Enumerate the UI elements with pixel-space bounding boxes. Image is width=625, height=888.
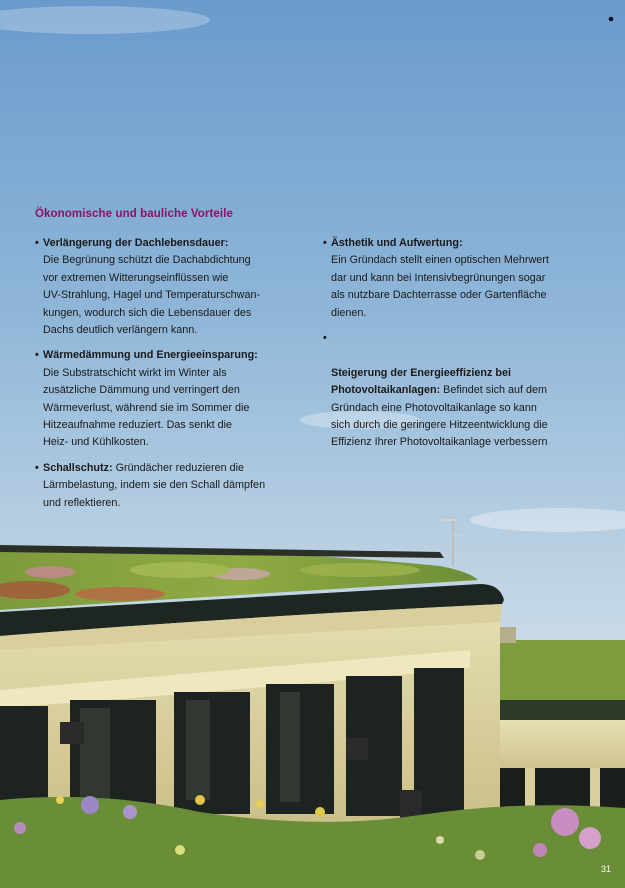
benefits-right-column bbox=[323, 235, 585, 460]
bullet: • bbox=[35, 349, 39, 362]
item-text: Ein Gründach stellt einen optischen Mehrwert dar und kann bei Intensivbegrünungen sogar als nutzbare Dachterrasse oder Gartenfläche dienen. bbox=[331, 254, 549, 319]
bullet: • bbox=[323, 332, 327, 345]
list-item bbox=[35, 347, 297, 451]
item-title: Wärmedämmung und Energieeinsparung: bbox=[43, 349, 258, 362]
item-text: Die Begrünung schützt die Dachabdichtung vor extremen Witterungseinflüssen wie UV-Strahlung, Hagel und Temperaturschwan- kungen, wodurch sich die Lebensdauer des Dachs deutlich verlängern kann. bbox=[43, 254, 261, 337]
item-title: Steigerung der Energieeffizienz bei Photovoltaikanlagen: bbox=[331, 366, 511, 397]
item-text: Gründächer reduzieren die Lärmbelastung, indem sie den Schall dämpfen und reflektieren. bbox=[43, 461, 266, 509]
section-heading: Ökonomische und bauliche Vorteile bbox=[35, 208, 233, 220]
item-text: Die Substratschicht wirkt im Winter als zusätzliche Dämmung und verringert den Wärmeverlust, während sie im Sommer die Hitzeaufnahme reduziert. Das senkt die Heiz- und Kühlkosten. bbox=[43, 366, 250, 449]
bullet: • bbox=[323, 237, 327, 249]
wall-lamp bbox=[60, 722, 84, 744]
item-title: Verlängerung der Dachlebensdauer: bbox=[43, 237, 229, 249]
list-item bbox=[323, 330, 585, 452]
list-item bbox=[35, 235, 297, 339]
item-title: Ästhetik und Aufwertung: bbox=[331, 237, 463, 249]
item-text: Befindet sich auf dem Gründach eine Photovoltaikanlage so kann sich durch die geringere Hitzeentwicklung die Effizienz Ihrer Photovoltaikanlage verbessern bbox=[331, 384, 548, 449]
item-title: Schallschutz: bbox=[43, 461, 113, 474]
list-item bbox=[35, 460, 297, 512]
corner-mark bbox=[609, 17, 614, 22]
bullet: • bbox=[35, 461, 39, 474]
page-number: 31 bbox=[600, 864, 611, 874]
wall-lamp bbox=[346, 738, 368, 760]
list-item bbox=[323, 235, 585, 322]
benefits-left-column bbox=[35, 235, 297, 520]
bullet: • bbox=[35, 237, 39, 249]
